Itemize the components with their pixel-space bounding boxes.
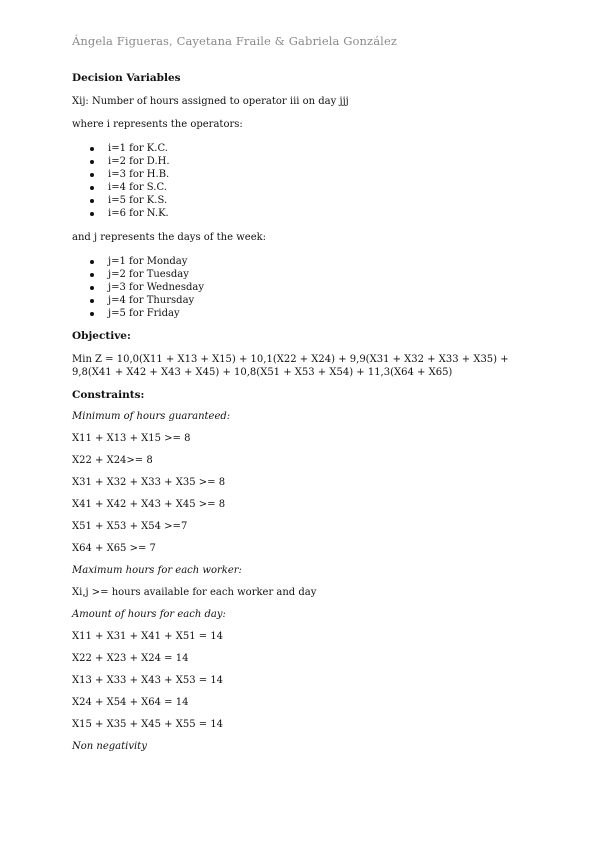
- operators-list: [72, 142, 542, 220]
- decision-variables-heading: Decision Variables: [72, 72, 181, 84]
- minimum-hours-heading: Minimum of hours guaranteed:: [72, 411, 231, 422]
- days-intro: and j represents the days of the week:: [72, 232, 267, 243]
- objective-heading: Objective:: [72, 330, 131, 342]
- list-item: i=5 for K.S.: [108, 194, 542, 207]
- constraint-line: X51 + X53 + X54 >=7: [72, 521, 188, 532]
- bullet-icon: [90, 173, 94, 177]
- page-content: [72, 72, 542, 753]
- constraint-line: X11 + X13 + X15 >= 8: [72, 433, 191, 444]
- constraint-line: X41 + X42 + X43 + X45 >= 8: [72, 499, 226, 510]
- list-item: j=5 for Friday: [108, 307, 542, 320]
- hours-per-day-heading: Amount of hours for each day:: [72, 609, 226, 620]
- list-item: j=2 for Tuesday: [108, 268, 542, 281]
- bullet-icon: [90, 286, 94, 290]
- non-negativity-heading: Non negativity: [72, 741, 147, 752]
- days-list: [72, 255, 542, 320]
- list-item: j=1 for Monday: [108, 255, 542, 268]
- list-item: i=6 for N.K.: [108, 207, 542, 220]
- constraint-line: X22 + X24>= 8: [72, 455, 153, 466]
- bullet-icon: [90, 186, 94, 190]
- maximum-hours-heading: Maximum hours for each worker:: [72, 565, 242, 576]
- bullet-icon: [90, 273, 94, 277]
- variable-definition: Xij: Number of hours assigned to operator iii on day jjj: [72, 96, 349, 107]
- constraint-line: X31 + X32 + X33 + X35 >= 8: [72, 477, 226, 488]
- list-item: i=1 for K.C.: [108, 142, 542, 155]
- bullet-icon: [90, 212, 94, 216]
- list-item: i=4 for S.C.: [108, 181, 542, 194]
- bullet-icon: [90, 299, 94, 303]
- bullet-icon: [90, 260, 94, 264]
- constraint-line: X11 + X31 + X41 + X51 = 14: [72, 631, 224, 642]
- bullet-icon: [90, 147, 94, 151]
- page-header: Ángela Figueras, Cayetana Fraile & Gabriela González: [72, 34, 398, 48]
- list-item: j=4 for Thursday: [108, 294, 542, 307]
- bullet-icon: [90, 199, 94, 203]
- operators-intro: where i represents the operators:: [72, 119, 243, 130]
- bullet-icon: [90, 312, 94, 316]
- objective-line-1: Min Z = 10,0(X11 + X13 + X15) + 10,1(X22 + X24) + 9,9(X31 + X32 + X33 + X35) +: [72, 354, 509, 365]
- constraint-line: X24 + X54 + X64 = 14: [72, 697, 189, 708]
- list-item: i=2 for D.H.: [108, 155, 542, 168]
- list-item: i=3 for H.B.: [108, 168, 542, 181]
- objective-line-2: 9,8(X41 + X42 + X43 + X45) + 10,8(X51 + X53 + X54) + 11,3(X64 + X65): [72, 367, 453, 378]
- constraints-heading: Constraints:: [72, 389, 145, 401]
- list-item: j=3 for Wednesday: [108, 281, 542, 294]
- constraint-line: X64 + X65 >= 7: [72, 543, 156, 554]
- constraint-line: X13 + X33 + X43 + X53 = 14: [72, 675, 224, 686]
- constraint-line: Xi,j >= hours available for each worker and day: [72, 587, 317, 598]
- bullet-icon: [90, 160, 94, 164]
- constraint-line: X15 + X35 + X45 + X55 = 14: [72, 719, 224, 730]
- constraint-line: X22 + X23 + X24 = 14: [72, 653, 189, 664]
